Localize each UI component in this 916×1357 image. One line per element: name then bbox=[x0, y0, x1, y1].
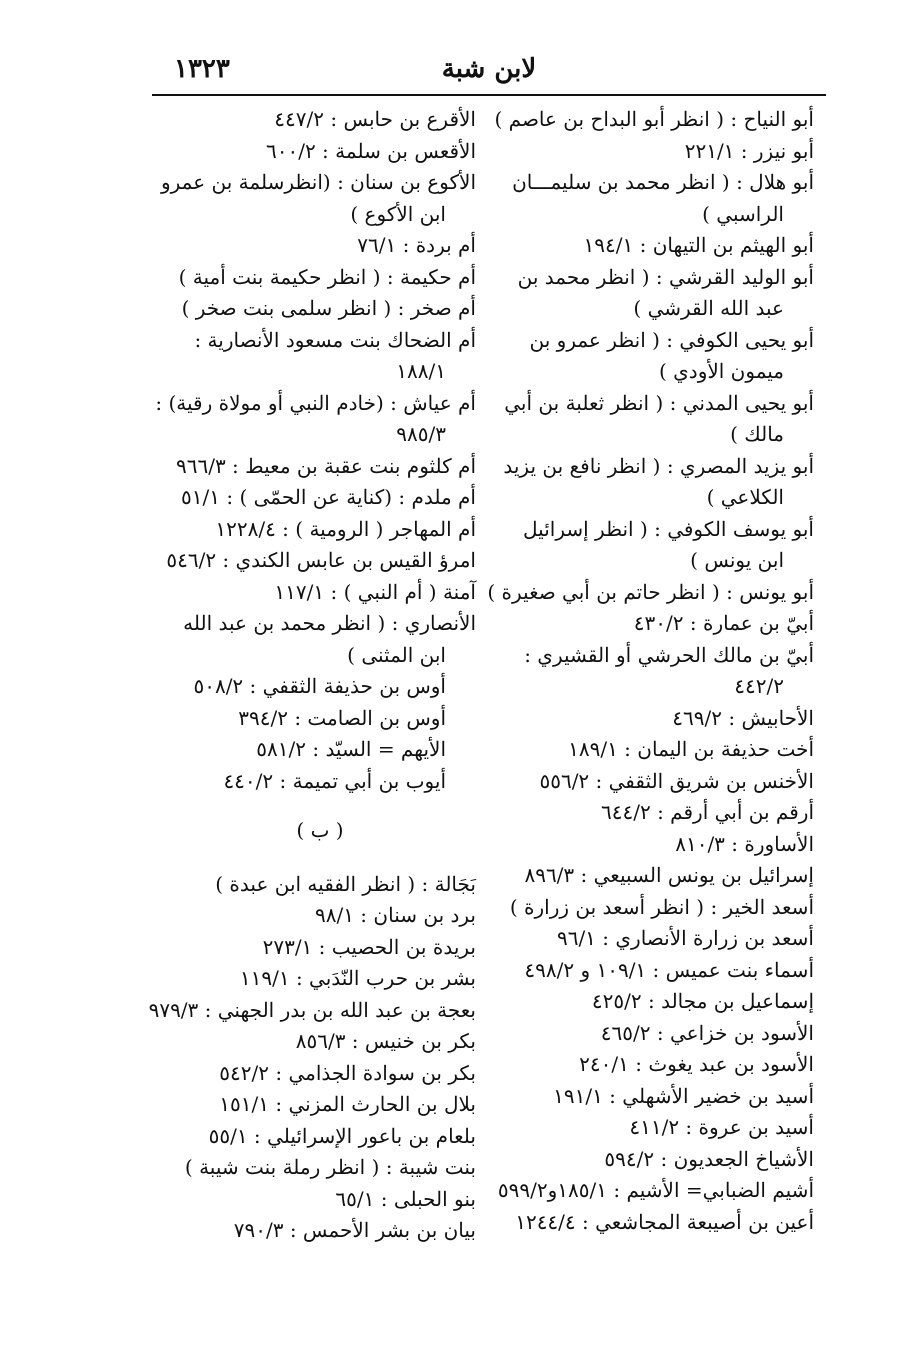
index-entry: الأسود بن خزاعي : ٤٦٥/٢ bbox=[600, 1020, 814, 1045]
page-header bbox=[150, 48, 828, 94]
index-entry: آمنة ( أم النبي ) : ١١٧/١ bbox=[274, 579, 476, 604]
index-entry: ٤٤٢/٢ bbox=[734, 674, 784, 698]
index-entry: أخت حذيفة بن اليمان : ١٨٩/١ bbox=[568, 737, 814, 761]
index-entry: الأقعس بن سلمة : ٦٠٠/٢ bbox=[265, 138, 476, 163]
index-entry: أم حكيمة : ( انظر حكيمة بنت أمية ) bbox=[178, 264, 476, 289]
index-entry: إسماعيل بن مجالد : ٤٢٥/٢ bbox=[591, 989, 814, 1013]
index-entry: أسماء بنت عميس : ١٠٩/١ و ٤٩٨/٢ bbox=[524, 957, 814, 982]
index-entry: أعين بن أصيبعة المجاشعي : ١٢٤٤/٤ bbox=[515, 1209, 814, 1234]
index-entry: أم صخر : ( انظر سلمى بنت صخر ) bbox=[181, 296, 476, 320]
index-entry: الأيهم = السيّد : ٥٨١/٢ bbox=[256, 737, 446, 761]
index-entry: أسيد بن عروة : ٤١١/٢ bbox=[629, 1115, 814, 1139]
index-entry: أبو نيزر : ٢٢١/١ bbox=[684, 138, 814, 163]
index-entry: الأساورة : ٨١٠/٣ bbox=[675, 831, 814, 856]
index-entry: أبو يزيد المصري : ( انظر نافع بن يزيد bbox=[503, 453, 814, 478]
index-entry: أم بردة : ٧٦/١ bbox=[357, 233, 476, 257]
running-title: لابن شبة bbox=[441, 54, 537, 84]
index-entry: ١٨٨/١ bbox=[396, 359, 446, 383]
index-entry: مالك ) bbox=[730, 422, 784, 446]
index-entry: بكر بن سوادة الجذامي : ٥٤٢/٢ bbox=[219, 1060, 476, 1085]
index-entry: ميمون الأودي ) bbox=[658, 359, 784, 383]
index-column-left-top bbox=[155, 104, 476, 797]
header-rule bbox=[152, 94, 826, 96]
index-entry: برد بن سنان : ٩٨/١ bbox=[314, 903, 476, 927]
index-entry: بريدة بن الحصيب : ٢٧٣/١ bbox=[262, 934, 476, 959]
index-entry: بلعام بن باعور الإسرائيلي : ٥٥/١ bbox=[208, 1123, 476, 1148]
index-column-right bbox=[487, 104, 814, 1238]
index-entry: بكر بن خنيس : ٨٥٦/٣ bbox=[295, 1029, 476, 1053]
index-entry: ٩٨٥/٣ bbox=[396, 422, 446, 446]
index-entry: أم كلثوم بنت عقبة بن معيط : ٩٦٦/٣ bbox=[175, 453, 476, 478]
index-entry: الأسود بن عبد يغوث : ٢٤٠/١ bbox=[579, 1052, 814, 1076]
index-entry: الأنصاري : ( انظر محمد بن عبد الله bbox=[183, 611, 476, 635]
index-entry: بشر بن حرب النّدَبي : ١١٩/١ bbox=[239, 966, 476, 990]
index-entry: أبو يحيى المدني : ( انظر ثعلبة بن أبي bbox=[504, 390, 814, 415]
index-entry: ابن الأكوع ) bbox=[350, 201, 446, 226]
index-entry: الأقرع بن حابس : ٤٤٧/٢ bbox=[274, 107, 476, 131]
index-entry: أبو النياح : ( انظر أبو البداح بن عاصم ) bbox=[494, 107, 814, 131]
index-entry: أبو الوليد القرشي : ( انظر محمد بن bbox=[517, 264, 814, 289]
index-entry: أيوب بن أبي تميمة : ٤٤٠/٢ bbox=[223, 768, 446, 793]
index-entry: الراسبي ) bbox=[702, 201, 784, 226]
index-entry: أوس بن حذيفة الثقفي : ٥٠٨/٢ bbox=[193, 674, 446, 698]
index-column-left bbox=[148, 104, 476, 1247]
index-entry: الأكوع بن سنان : (انظرسلمة بن عمرو bbox=[160, 170, 476, 194]
index-entry: أم المهاجر ( الرومية ) : ١٢٢٨/٤ bbox=[215, 516, 476, 541]
index-entry: بنو الحبلى : ٦٥/١ bbox=[335, 1186, 476, 1211]
index-entry: أبو يحيى الكوفي : ( انظر عمرو بن bbox=[529, 327, 814, 352]
index-entry: أوس بن الصامت : ٣٩٤/٢ bbox=[238, 705, 446, 730]
index-entry: بعجة بن عبد الله بن بدر الجهني : ٩٧٩/٣ bbox=[148, 997, 476, 1022]
index-entry: أبو هلال : ( انظر محمد بن سليمـــان bbox=[512, 170, 814, 194]
index-entry: ابن المثنى ) bbox=[347, 642, 446, 667]
index-entry: أرقم بن أبي أرقم : ٦٤٤/٢ bbox=[601, 800, 814, 824]
index-entry: امرؤ القيس بن عابس الكندي : ٥٤٦/٢ bbox=[166, 548, 476, 572]
index-entry: الأحابيش : ٤٦٩/٢ bbox=[672, 705, 814, 730]
index-entry: أم الضحاك بنت مسعود الأنصارية : bbox=[194, 327, 476, 352]
index-entry: بيان بن بشر الأحمس : ٧٩٠/٣ bbox=[233, 1218, 476, 1242]
index-column-left-bottom bbox=[148, 869, 476, 1247]
index-entry: أم عياش : (خادم النبي أو مولاة رقية) : bbox=[155, 390, 476, 415]
index-entry: أسعد الخير : ( انظر أسعد بن زرارة ) bbox=[509, 894, 814, 919]
section-heading-ba: ( ب ) bbox=[296, 818, 344, 842]
page-number: ١٣٢٣ bbox=[174, 54, 230, 84]
index-entry: الأشياخ الجعديون : ٥٩٤/٢ bbox=[604, 1146, 814, 1171]
index-entry: أم ملدم : (كناية عن الحمّى ) : ٥١/١ bbox=[181, 485, 476, 509]
index-entry: أبو يونس : ( انظر حاتم بن أبي صغيرة ) bbox=[487, 579, 814, 604]
index-entry: أبو يوسف الكوفي : ( انظر إسرائيل bbox=[523, 516, 814, 541]
index-entry: إسرائيل بن يونس السبيعي : ٨٩٦/٣ bbox=[524, 863, 814, 887]
index-entry: أبيّ بن مالك الحرشي أو القشيري : bbox=[524, 642, 814, 667]
index-entry: الأخنس بن شريق الثقفي : ٥٥٦/٢ bbox=[539, 768, 814, 793]
index-entry: بنت شيبة : ( انظر رملة بنت شيبة ) bbox=[184, 1155, 476, 1179]
index-entry: الكلاعي ) bbox=[706, 485, 784, 509]
index-entry: أشيم الضبابي= الأشيم : ١٨٥/١و٥٩٩/٢ bbox=[497, 1178, 814, 1202]
index-entry: بلال بن الحارث المزني : ١٥١/١ bbox=[219, 1092, 476, 1116]
index-entry: بَجَالة : ( انظر الفقيه ابن عبدة ) bbox=[215, 871, 476, 896]
index-entry: أسيد بن خضير الأشهلي : ١٩١/١ bbox=[553, 1083, 814, 1108]
index-entry: أبيّ بن عمارة : ٤٣٠/٢ bbox=[633, 611, 814, 635]
index-entry: أبو الهيثم بن التيهان : ١٩٤/١ bbox=[583, 233, 814, 257]
index-entry: عبد الله القرشي ) bbox=[633, 296, 784, 320]
index-entry: ابن يونس ) bbox=[690, 548, 784, 572]
index-entry: أسعد بن زرارة الأنصاري : ٩٦/١ bbox=[556, 926, 814, 950]
